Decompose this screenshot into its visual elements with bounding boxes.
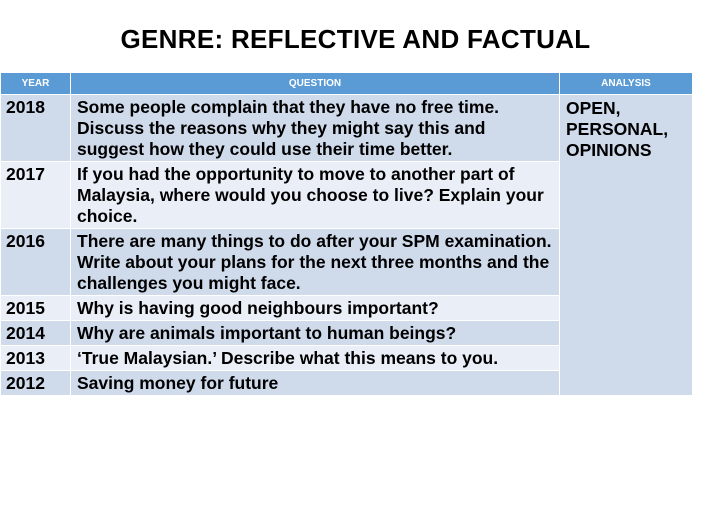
header-year: YEAR bbox=[1, 73, 71, 95]
question-cell: There are many things to do after your SPM examination. Write about your plans for the next three months and the challenges you might face. bbox=[71, 229, 560, 296]
year-cell: 2012 bbox=[1, 371, 71, 396]
year-cell: 2018 bbox=[1, 95, 71, 162]
analysis-line: OPEN, bbox=[566, 98, 621, 118]
analysis-line: PERSONAL, bbox=[566, 119, 669, 139]
question-cell: Saving money for future bbox=[71, 371, 560, 396]
year-cell: 2014 bbox=[1, 321, 71, 346]
table-row bbox=[1, 95, 693, 162]
header-analysis: ANALYSIS bbox=[560, 73, 693, 95]
analysis-cell bbox=[560, 95, 693, 396]
year-cell: 2016 bbox=[1, 229, 71, 296]
question-cell: Some people complain that they have no free time. Discuss the reasons why they might say this and suggest how they could use their time better. bbox=[71, 95, 560, 162]
question-cell: Why is having good neighbours important? bbox=[71, 296, 560, 321]
question-cell: ‘True Malaysian.’ Describe what this means to you. bbox=[71, 346, 560, 371]
year-cell: 2017 bbox=[1, 162, 71, 229]
genre-table bbox=[0, 72, 693, 396]
slide-title: GENRE: REFLECTIVE AND FACTUAL bbox=[120, 24, 591, 54]
year-cell: 2015 bbox=[1, 296, 71, 321]
table-header-row bbox=[1, 73, 693, 95]
question-cell: Why are animals important to human beings? bbox=[71, 321, 560, 346]
year-cell: 2013 bbox=[1, 346, 71, 371]
analysis-line: OPINIONS bbox=[566, 140, 652, 160]
question-cell: If you had the opportunity to move to another part of Malaysia, where would you choose to live? Explain your choice. bbox=[71, 162, 560, 229]
header-question: QUESTION bbox=[71, 73, 560, 95]
